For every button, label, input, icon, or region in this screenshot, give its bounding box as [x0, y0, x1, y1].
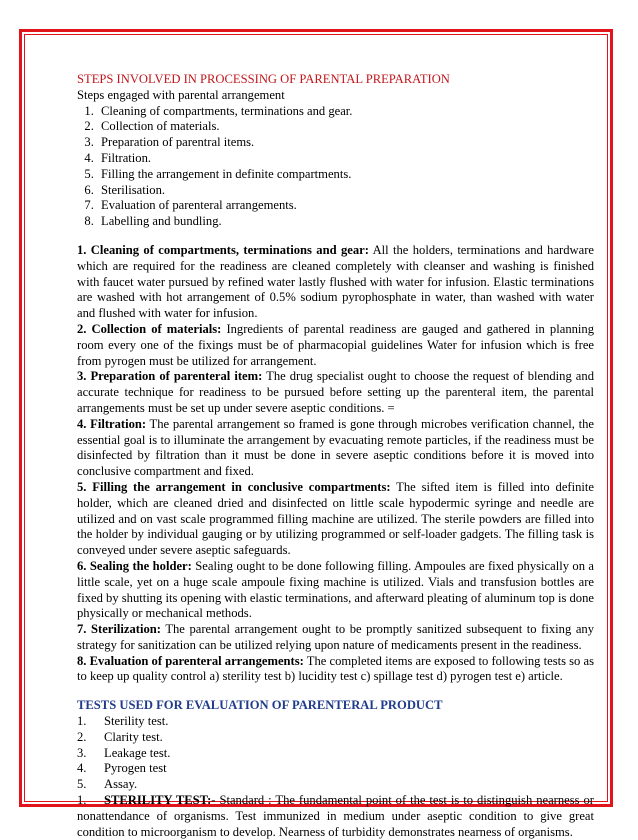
paragraph — [77, 654, 594, 686]
steps-list — [77, 104, 594, 230]
document-body — [77, 72, 594, 840]
paragraph-text: Ingredients of parental readiness are gauged and gathered in planning room every one of the fixings must be of pharmacopial guidelines Water for infusion which is free from pyrogen must be utilized for arrangement. — [77, 321, 594, 368]
paragraph-title: 1. Cleaning of compartments, terminations and gear: — [77, 242, 369, 257]
paragraph-text: Sealing ought to be done following filling. Ampoules are fixed physically on a little scale, yet on a huge scale ampoule fixing machine is utilized. Vials and transfusion bottles are fixed by shutting its opening with elastic terminations, and afterward pleating of aluminum top is done physically or mechanical methods. — [77, 558, 595, 621]
list-item: 2. Collection of materials. — [97, 119, 594, 135]
item-label: Assay. — [104, 777, 138, 792]
item-label: Clarity test. — [104, 729, 163, 744]
list-item: 1. Cleaning of compartments, terminations and gear. — [97, 104, 594, 120]
paragraph — [77, 559, 594, 622]
item-label: Sterility test. — [104, 714, 169, 729]
paragraph-text: The parental arrangement ought to be promptly sanitized subsequent to fixing any strategy for sanitization can be utilized relying upon nature of medicaments present in the readiness. — [77, 622, 594, 652]
intro-text: Steps engaged with parental arrangement — [77, 87, 285, 102]
paragraph-title: 5. Filling the arrangement in conclusive compartments: — [77, 479, 391, 494]
item-number: 1. — [77, 714, 87, 729]
list-item — [77, 746, 594, 762]
paragraph-text: The sifted item is filled into definite holder, which are cleaned dried and disinfected on little scale hypodermic syringe and needle are utilized and on vast scale programmed filling machine are utilized. The sterile powders are filled into the holder by individual gauging or by utilizing programmed or self-loader gadgets. The filling task is conveyed under severe aseptic safeguards. — [77, 479, 594, 558]
item-number: 3. — [77, 745, 87, 760]
list-item: 5. Filling the arrangement in definite compartments. — [97, 167, 594, 183]
item-number: 5. — [77, 777, 87, 792]
paragraph-title: 6. Sealing the holder: — [77, 558, 192, 573]
paragraph-text: All the holders, terminations and hardware which are required for the readiness are cleaned completely with cleanser and washing is finished with faucet water pursued by refined water lastly flushed with water for infusion. Elastic terminations are washed with hot arrangement of 0.5% sodium pyrophosphate in water, than washed with water and flushed with water for infusion. — [77, 242, 594, 321]
paragraph-title: STERILITY TEST:- — [104, 793, 216, 808]
paragraph-text: Standard : The fundamental point of the test is to distinguish nearness or nonattendance of organisms. Test immunized in medium under aseptic condition to give great condition to microorganism to develop. Nearness of turbidity demonstrates nearness of organisms. — [77, 793, 594, 839]
list-item — [77, 777, 594, 793]
list-item: 3. Preparation of parentral items. — [97, 135, 594, 151]
paragraph — [77, 480, 594, 559]
paragraph — [77, 369, 594, 416]
spacer — [77, 685, 594, 698]
sterility-paragraph — [77, 793, 594, 840]
item-number: 2. — [77, 729, 87, 744]
paragraph-text: The drug specialist ought to choose the request of blending and accurate technique for readiness to be pursued before setting up the parenteral item, the parental arrangements must be set up under severe aseptic conditions. = — [77, 369, 594, 415]
item-number: 4. — [77, 761, 87, 776]
list-item — [77, 761, 594, 777]
tests-list — [77, 714, 594, 793]
paragraph — [77, 417, 594, 480]
list-item: 4. Filtration. — [97, 151, 594, 167]
paragraph-title: 2. Collection of materials: — [77, 321, 222, 336]
paragraph — [77, 322, 594, 369]
list-item: 8. Labelling and bundling. — [97, 214, 594, 230]
spacer — [77, 230, 594, 243]
paragraph-title: 3. Preparation of parenteral item: — [77, 369, 263, 384]
paragraph-title: 8. Evaluation of parenteral arrangements: — [77, 653, 304, 668]
item-number: 1. — [77, 793, 87, 808]
paragraph — [77, 243, 594, 322]
list-item — [77, 714, 594, 730]
item-label: Leakage test. — [104, 745, 171, 760]
paragraph-text: The parental arrangement so framed is gone through microbes verification channel, the essential goal is to illuminate the arrangement by evacuating remote particles, if the readiness must be disinfected by filtration than it must be done in severe aseptic conditions before it is moved into conclusive compartment and fixed. — [77, 416, 594, 479]
list-item: 7. Evaluation of parenteral arrangements. — [97, 198, 594, 214]
paragraph-text: The completed items are exposed to following tests so as to keep up quality control a) sterility test b) lucidity test c) spillage test d) pyrogen test e) article. — [77, 653, 595, 684]
paragraph-title: 4. Filtration: — [77, 416, 147, 431]
section-heading: STEPS INVOLVED IN PROCESSING OF PARENTAL PREPARATION — [77, 72, 450, 86]
paragraph — [77, 622, 594, 654]
tests-heading: TESTS USED FOR EVALUATION OF PARENTERAL PRODUCT — [77, 698, 443, 713]
item-label: Pyrogen test — [104, 761, 167, 776]
list-item — [77, 730, 594, 746]
list-item: 6. Sterilisation. — [97, 183, 594, 199]
paragraph-title: 7. Sterilization: — [77, 622, 161, 637]
